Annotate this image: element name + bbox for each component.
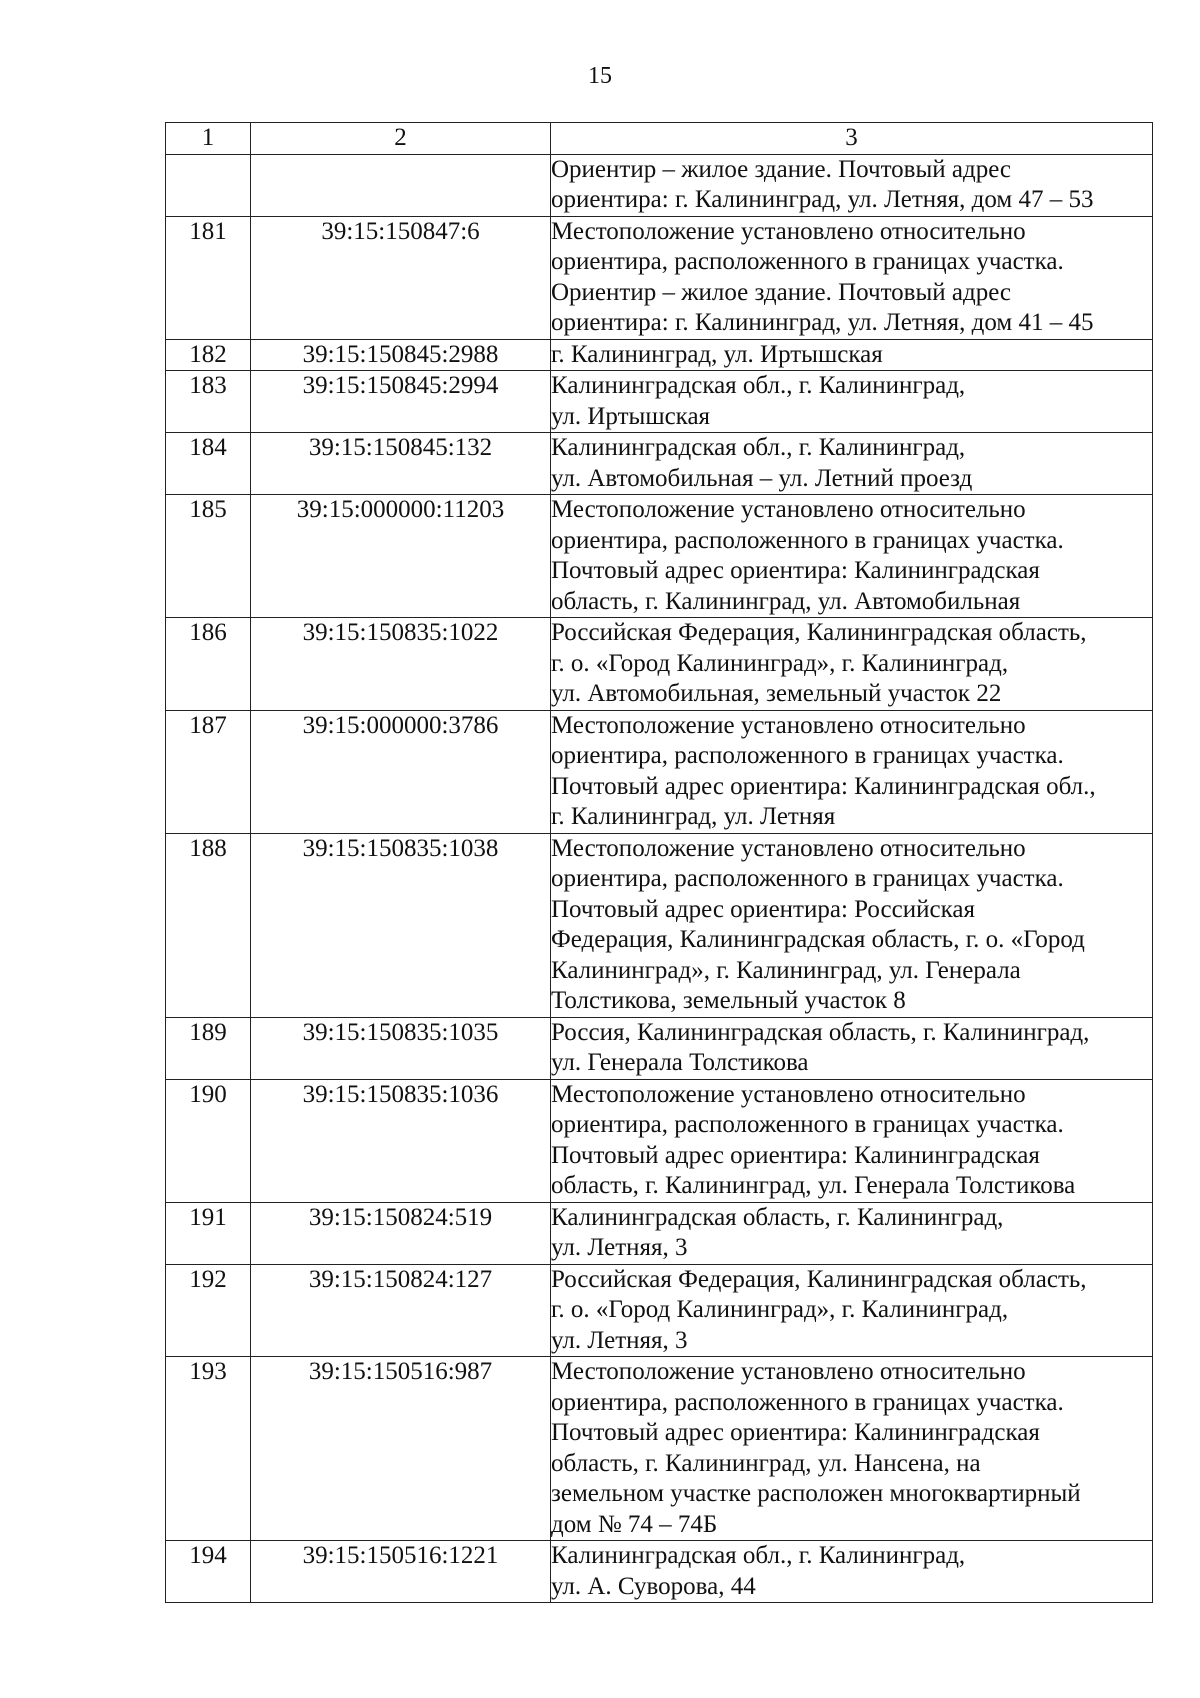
address-line: Калининград», г. Калининград, ул. Генерала bbox=[551, 956, 1021, 984]
row-number-cell: 191 bbox=[166, 1202, 251, 1264]
table-row bbox=[166, 1264, 1153, 1357]
address-cell bbox=[551, 1017, 1153, 1079]
address-line: Местоположение установлено относительно bbox=[551, 1080, 1026, 1108]
cadastral-number-cell bbox=[251, 154, 551, 216]
address-line: ул. Иртышская bbox=[551, 402, 711, 430]
address-line: область, г. Калининград, ул. Автомобильная bbox=[551, 587, 1021, 615]
row-number-cell bbox=[166, 154, 251, 216]
address-cell bbox=[551, 1541, 1153, 1603]
cadastral-number-cell: 39:15:150847:6 bbox=[251, 216, 551, 339]
address-line: г. Калининград, ул. Иртышская bbox=[551, 340, 883, 368]
table-header-row bbox=[166, 123, 1153, 155]
row-number-cell: 187 bbox=[166, 710, 251, 833]
address-line: ул. Автомобильная – ул. Летний проезд bbox=[551, 464, 973, 492]
address-cell bbox=[551, 1357, 1153, 1541]
cadastral-number-cell: 39:15:150845:2994 bbox=[251, 371, 551, 433]
address-line: Местоположение установлено относительно bbox=[551, 834, 1026, 862]
row-number-cell: 181 bbox=[166, 216, 251, 339]
cadastral-number-cell: 39:15:150835:1038 bbox=[251, 833, 551, 1017]
table-row bbox=[166, 371, 1153, 433]
address-line: Местоположение установлено относительно bbox=[551, 1358, 1026, 1385]
address-line: ориентира: г. Калининград, ул. Летняя, дом 41 – 45 bbox=[551, 309, 1094, 336]
address-line: Ориентир – жилое здание. Почтовый адрес bbox=[551, 155, 1012, 183]
address-line: г. о. «Город Калининград», г. Калининград, bbox=[551, 649, 1009, 677]
table-row bbox=[166, 833, 1153, 1017]
address-line: Почтовый адрес ориентира: Российская bbox=[551, 895, 975, 923]
land-plots-table bbox=[165, 122, 1153, 1603]
address-line: ул. Генерала Толстикова bbox=[551, 1049, 809, 1076]
address-line: Ориентир – жилое здание. Почтовый адрес bbox=[551, 278, 1012, 306]
address-line: ул. Летняя, 3 bbox=[551, 1234, 688, 1261]
cadastral-number-cell: 39:15:150516:1221 bbox=[251, 1541, 551, 1603]
table-row bbox=[166, 339, 1153, 371]
address-cell bbox=[551, 618, 1153, 711]
cadastral-number-cell: 39:15:150835:1035 bbox=[251, 1017, 551, 1079]
row-number-cell: 192 bbox=[166, 1264, 251, 1357]
table-row bbox=[166, 1079, 1153, 1202]
address-line: Почтовый адрес ориентира: Калининградская bbox=[551, 1419, 1040, 1446]
address-line: Федерация, Калининградская область, г. о. «Город bbox=[551, 926, 1085, 953]
address-line: Местоположение установлено относительно bbox=[551, 217, 1026, 245]
address-line: Россия, Калининградская область, г. Калининград, bbox=[551, 1018, 1090, 1046]
address-line: ориентира, расположенного в границах участка. bbox=[551, 526, 1064, 554]
address-line: ул. А. Суворова, 44 bbox=[551, 1572, 756, 1600]
cadastral-number-cell: 39:15:150835:1022 bbox=[251, 618, 551, 711]
address-cell bbox=[551, 1264, 1153, 1357]
row-number-cell: 194 bbox=[166, 1541, 251, 1603]
column-header-number: 1 bbox=[166, 123, 251, 155]
address-line: Калининградская обл., г. Калининград, bbox=[551, 1542, 966, 1569]
table-row bbox=[166, 495, 1153, 618]
table-body bbox=[166, 123, 1153, 1603]
column-header-address: 3 bbox=[551, 123, 1153, 155]
address-line: Почтовый адрес ориентира: Калининградская bbox=[551, 557, 1040, 584]
page-number: 15 bbox=[588, 63, 612, 89]
table-row bbox=[166, 154, 1153, 216]
row-number-cell: 193 bbox=[166, 1357, 251, 1541]
cadastral-number-cell: 39:15:150824:519 bbox=[251, 1202, 551, 1264]
address-line: Калининградская область, г. Калининград, bbox=[551, 1203, 1004, 1231]
address-cell bbox=[551, 710, 1153, 833]
column-header-cadastral: 2 bbox=[251, 123, 551, 155]
address-cell bbox=[551, 371, 1153, 433]
address-line: земельном участке расположен многоквартирный bbox=[551, 1480, 1081, 1507]
address-line: Толстикова, земельный участок 8 bbox=[551, 987, 906, 1014]
row-number-cell: 182 bbox=[166, 339, 251, 371]
table-row bbox=[166, 710, 1153, 833]
address-line: ул. Летняя, 3 bbox=[551, 1326, 688, 1354]
row-number-cell: 183 bbox=[166, 371, 251, 433]
address-line: Калининградская обл., г. Калининград, bbox=[551, 372, 966, 399]
address-line: ориентира, расположенного в границах участка. bbox=[551, 1111, 1064, 1138]
cadastral-number-cell: 39:15:150516:987 bbox=[251, 1357, 551, 1541]
address-line: Почтовый адрес ориентира: Калининградская обл., bbox=[551, 772, 1096, 800]
table-row bbox=[166, 433, 1153, 495]
address-line: ул. Автомобильная, земельный участок 22 bbox=[551, 680, 1002, 707]
table-row bbox=[166, 216, 1153, 339]
address-line: область, г. Калининград, ул. Нансена, на bbox=[551, 1449, 981, 1477]
row-number-cell: 184 bbox=[166, 433, 251, 495]
cadastral-number-cell: 39:15:000000:3786 bbox=[251, 710, 551, 833]
address-line: ориентира, расположенного в границах участка. bbox=[551, 248, 1064, 275]
address-cell bbox=[551, 339, 1153, 371]
table-row bbox=[166, 1202, 1153, 1264]
table-row bbox=[166, 618, 1153, 711]
cadastral-number-cell: 39:15:150824:127 bbox=[251, 1264, 551, 1357]
row-number-cell: 185 bbox=[166, 495, 251, 618]
address-cell bbox=[551, 216, 1153, 339]
address-line: область, г. Калининград, ул. Генерала Толстикова bbox=[551, 1172, 1076, 1199]
address-line: г. Калининград, ул. Летняя bbox=[551, 803, 836, 830]
address-line: ориентира, расположенного в границах участка. bbox=[551, 865, 1064, 892]
table-row bbox=[166, 1357, 1153, 1541]
cadastral-number-cell: 39:15:150845:132 bbox=[251, 433, 551, 495]
cadastral-number-cell: 39:15:000000:11203 bbox=[251, 495, 551, 618]
address-line: Российская Федерация, Калининградская область, bbox=[551, 1265, 1087, 1293]
address-cell bbox=[551, 495, 1153, 618]
row-number-cell: 188 bbox=[166, 833, 251, 1017]
address-cell bbox=[551, 1202, 1153, 1264]
address-line: Местоположение установлено относительно bbox=[551, 496, 1026, 523]
address-cell bbox=[551, 433, 1153, 495]
cadastral-number-cell: 39:15:150835:1036 bbox=[251, 1079, 551, 1202]
address-cell bbox=[551, 154, 1153, 216]
row-number-cell: 186 bbox=[166, 618, 251, 711]
address-line: Почтовый адрес ориентира: Калининградская bbox=[551, 1141, 1040, 1169]
row-number-cell: 189 bbox=[166, 1017, 251, 1079]
address-line: ориентира, расположенного в границах участка. bbox=[551, 742, 1064, 769]
address-cell bbox=[551, 1079, 1153, 1202]
address-line: ориентира, расположенного в границах участка. bbox=[551, 1388, 1064, 1416]
address-cell bbox=[551, 833, 1153, 1017]
address-line: Российская Федерация, Калининградская область, bbox=[551, 619, 1087, 646]
table-row bbox=[166, 1541, 1153, 1603]
address-line: г. о. «Город Калининград», г. Калининград, bbox=[551, 1296, 1009, 1323]
table-row bbox=[166, 1017, 1153, 1079]
cadastral-number-cell: 39:15:150845:2988 bbox=[251, 339, 551, 371]
address-line: ориентира: г. Калининград, ул. Летняя, дом 47 – 53 bbox=[551, 186, 1094, 213]
address-line: Калининградская обл., г. Калининград, bbox=[551, 434, 966, 461]
address-line: дом № 74 – 74Б bbox=[551, 1510, 718, 1538]
address-line: Местоположение установлено относительно bbox=[551, 711, 1026, 739]
row-number-cell: 190 bbox=[166, 1079, 251, 1202]
